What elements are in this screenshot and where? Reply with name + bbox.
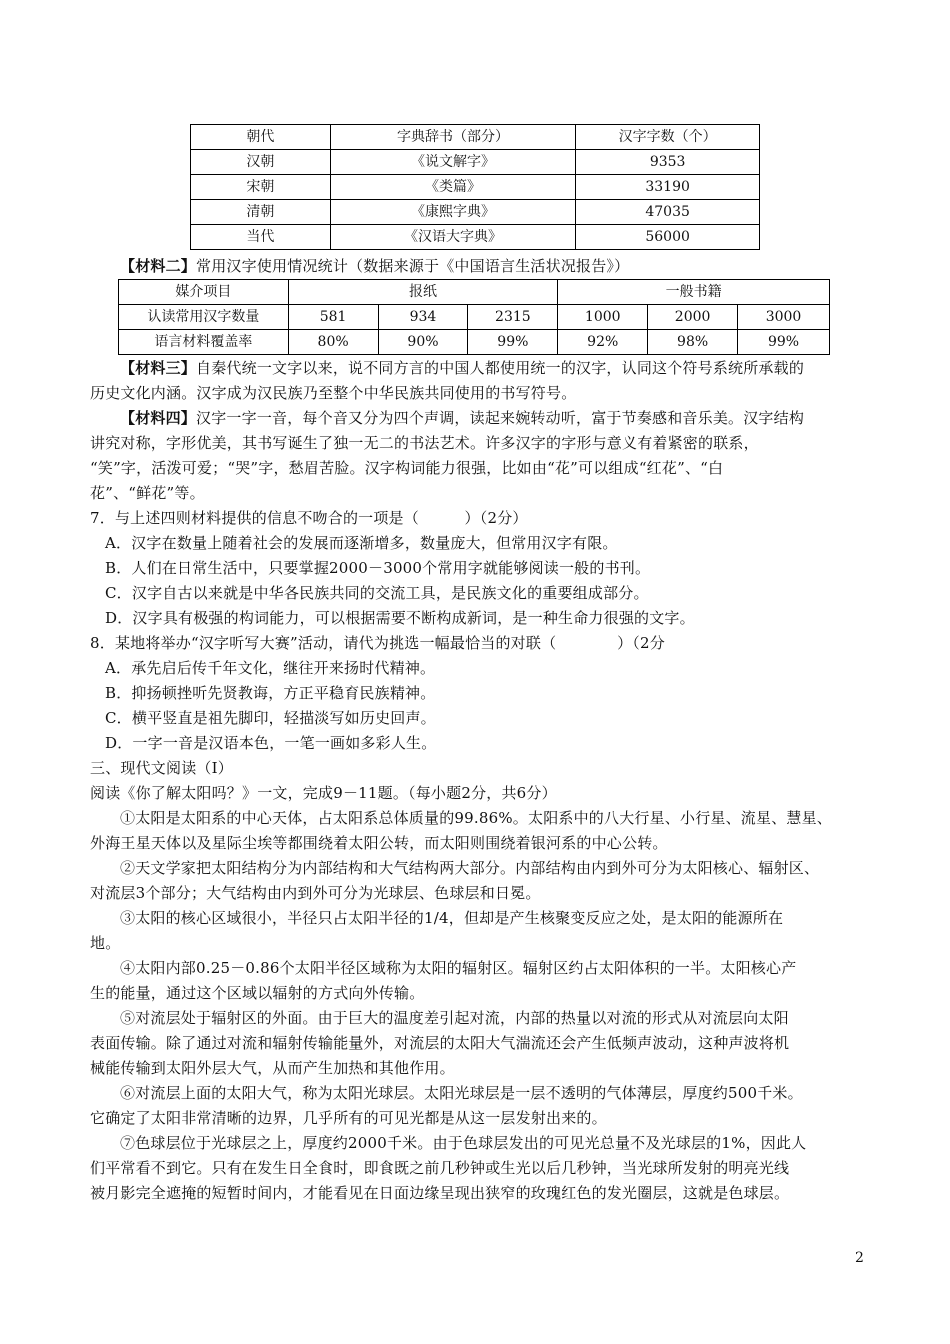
- row-label: 认读常用汉字数量: [119, 305, 289, 330]
- material3-line: [120, 358, 804, 378]
- table-cell: 56000: [576, 225, 760, 250]
- passage-line: ①太阳是太阳系的中心天体，占太阳系总体质量的99.86%。太阳系中的八大行星、小行星、流星、慧星、: [120, 809, 832, 827]
- table-cell: 98%: [648, 330, 738, 355]
- material4-line: 讲究对称，字形优美，其书写诞生了独一无二的书法艺术。许多汉字的字形与意义有着紧密的联系，: [90, 434, 759, 452]
- table-cell: 《汉语大字典》: [330, 225, 576, 250]
- question-7-option-b: B．人们在日常生活中，只要掌握2000－3000个常用字就能够阅读一般的书刊。: [105, 559, 651, 577]
- section-3-intro: 阅读《你了解太阳吗？》一文，完成9－11题。（每小题2分，共6分）: [90, 784, 557, 802]
- passage-line: ⑤对流层处于辐射区的外面。由于巨大的温度差引起对流，内部的热量以对流的形式从对流层向太阳: [120, 1009, 789, 1027]
- table-cell: 47035: [576, 200, 760, 225]
- question-8-stem: 8．某地将举办“汉字听写大赛”活动，请代为挑选一幅最恰当的对联（ ）（2分: [90, 634, 665, 652]
- table-row: [191, 175, 760, 200]
- table-cell: 90%: [378, 330, 468, 355]
- table-cell: 33190: [576, 175, 760, 200]
- passage-line: ⑦色球层位于光球层之上，厚度约2000千米。由于色球层发出的可见光总量不及光球层的1%，因此人: [120, 1134, 807, 1152]
- table-row: [119, 330, 830, 355]
- material4-line: [120, 408, 804, 428]
- table-cell: 宋朝: [191, 175, 331, 200]
- passage-line: 对流层3个部分；大气结构由内到外可分为光球层、色球层和日冕。: [90, 884, 541, 902]
- material4-line: “笑”字，活泼可爱；“哭”字，愁眉苦脸。汉字构词能力很强，比如由“花”可以组成“红花”、“白: [90, 459, 724, 477]
- material-label: 【材料四】: [120, 409, 197, 427]
- header-cell: 字典辞书（部分）: [330, 125, 576, 150]
- passage-line: 表面传输。除了通过对流和辐射传输能量外，对流层的太阳大气湍流还会产生低频声波动，这种声波将机: [90, 1034, 790, 1052]
- header-cell: 一般书籍: [558, 280, 830, 305]
- table-cell: 99%: [738, 330, 830, 355]
- material-title: 常用汉字使用情况统计（数据来源于《中国语言生活状况报告》）: [196, 257, 630, 275]
- table-cell: 3000: [738, 305, 830, 330]
- table-cell: 1000: [558, 305, 648, 330]
- header-cell: 朝代: [191, 125, 331, 150]
- table-row: [191, 200, 760, 225]
- row-label: 语言材料覆盖率: [119, 330, 289, 355]
- table-cell: 92%: [558, 330, 648, 355]
- table-cell: 99%: [468, 330, 558, 355]
- section-3-title: 三、现代文阅读（Ⅰ）: [90, 759, 233, 777]
- usage-table: [118, 279, 830, 355]
- header-cell: 媒介项目: [119, 280, 289, 305]
- material3-line: 历史文化内涵。汉字成为汉民族乃至整个中华民族共同使用的书写符号。: [90, 384, 577, 402]
- passage-line: 地。: [90, 934, 121, 952]
- question-7-option-c: C．汉字自古以来就是中华各民族共同的交流工具，是民族文化的重要组成部分。: [105, 584, 649, 602]
- passage-line: 被月影完全遮掩的短暂时间内，才能看见在日面边缘呈现出狭窄的玫瑰红色的发光圈层，这就是色球层。: [90, 1184, 790, 1202]
- passage-line: 它确定了太阳非常清晰的边界，几乎所有的可见光都是从这一层发射出来的。: [90, 1109, 607, 1127]
- passage-line: 外海王星天体以及星际尘埃等都围绕着太阳公转，而太阳则围绕着银河系的中心公转。: [90, 834, 668, 852]
- table-row: [119, 305, 830, 330]
- question-8-option-d: D．一字一音是汉语本色，一笔一画如多彩人生。: [105, 734, 437, 752]
- table-row: [191, 150, 760, 175]
- paragraph-text: 汉字一字一音，每个音又分为四个声调，读起来婉转动听，富于节奏感和音乐美。汉字结构: [196, 409, 805, 427]
- header-cell: 报纸: [288, 280, 558, 305]
- table-cell: 汉朝: [191, 150, 331, 175]
- table-cell: 80%: [288, 330, 378, 355]
- table-cell: 《说文解字》: [330, 150, 576, 175]
- table-header-row: [191, 125, 760, 150]
- table-cell: 当代: [191, 225, 331, 250]
- table-cell: 《类篇》: [330, 175, 576, 200]
- table-cell: 2315: [468, 305, 558, 330]
- question-7-option-d: D．汉字具有极强的构词能力，可以根据需要不断构成新词，是一种生命力很强的文字。: [105, 609, 695, 627]
- paragraph-text: 自秦代统一文字以来，说不同方言的中国人都使用统一的汉字，认同这个符号系统所承载的: [196, 359, 805, 377]
- page-number: 2: [855, 1250, 864, 1266]
- passage-line: ④太阳内部0.25－0.86个太阳半径区域称为太阳的辐射区。辐射区约占太阳体积的一半。太阳核心产: [120, 959, 797, 977]
- passage-line: 械能传输到太阳外层大气，从而产生加热和其他作用。: [90, 1059, 455, 1077]
- question-7-stem: 7．与上述四则材料提供的信息不吻合的一项是（ ）（2分）: [90, 509, 528, 527]
- table-row: [191, 225, 760, 250]
- passage-line: ②天文学家把太阳结构分为内部结构和大气结构两大部分。内部结构由内到外可分为太阳核心、辐射区、: [120, 859, 820, 877]
- passage-line: ⑥对流层上面的太阳大气，称为太阳光球层。太阳光球层是一层不透明的气体薄层，厚度约500千米。: [120, 1084, 803, 1102]
- question-8-option-c: C．横平竖直是祖先脚印，轻描淡写如历史回声。: [105, 709, 436, 727]
- table-cell: 581: [288, 305, 378, 330]
- question-8-option-a: A．承先启后传千年文化，继往开来扬时代精神。: [105, 659, 436, 677]
- table-cell: 934: [378, 305, 468, 330]
- material-label: 【材料三】: [120, 359, 197, 377]
- passage-line: ③太阳的核心区域很小，半径只占太阳半径的1/4，但却是产生核聚变反应之处，是太阳的能源所在: [120, 909, 784, 927]
- material2-heading: [120, 256, 629, 276]
- table-cell: 清朝: [191, 200, 331, 225]
- table-cell: 2000: [648, 305, 738, 330]
- material-label: 【材料二】: [120, 257, 197, 275]
- passage-line: 生的能量，通过这个区域以辐射的方式向外传输。: [90, 984, 425, 1002]
- question-7-option-a: A．汉字在数量上随着社会的发展而逐渐增多，数量庞大，但常用汉字有限。: [105, 534, 618, 552]
- material4-line: 花”、“鲜花”等。: [90, 484, 205, 502]
- table-cell: 《康熙字典》: [330, 200, 576, 225]
- table-cell: 9353: [576, 150, 760, 175]
- dictionary-table: [190, 124, 760, 250]
- table-header-row: [119, 280, 830, 305]
- header-cell: 汉字字数（个）: [576, 125, 760, 150]
- passage-line: 们平常看不到它。只有在发生日全食时，即食既之前几秒钟或生光以后几秒钟，当光球所发射的明亮光线: [90, 1159, 790, 1177]
- question-8-option-b: B．抑扬顿挫听先贤教诲，方正平稳育民族精神。: [105, 684, 436, 702]
